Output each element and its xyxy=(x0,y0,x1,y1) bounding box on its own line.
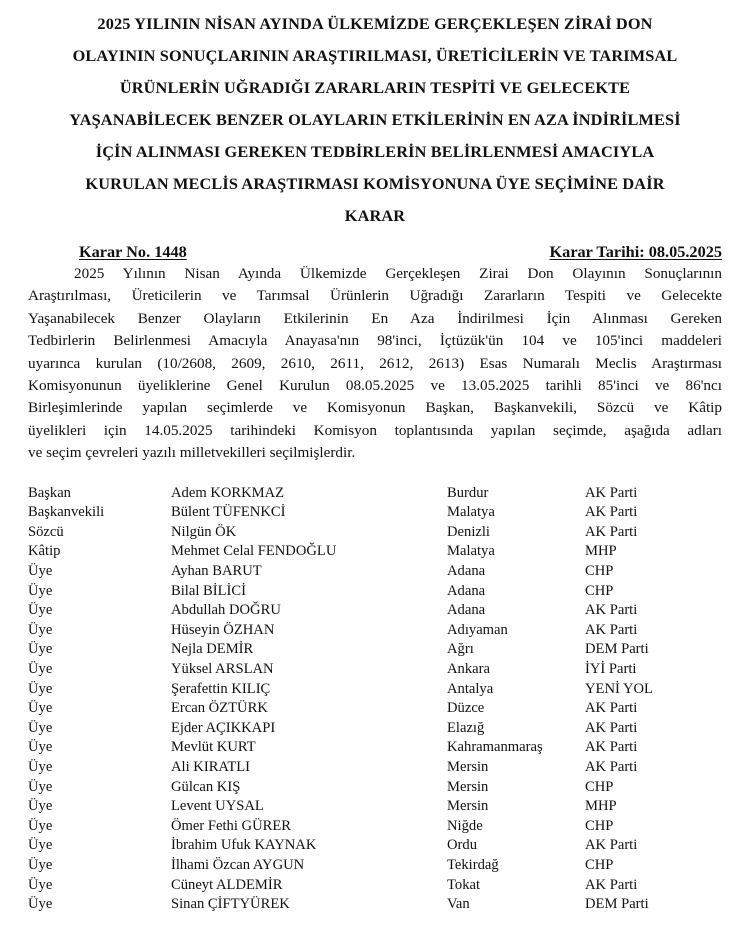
document-title xyxy=(28,8,722,232)
member-name: Bilal BİLİCİ xyxy=(171,582,246,599)
member-province: Elazığ xyxy=(447,719,485,736)
member-role: Üye xyxy=(28,563,53,580)
member-party: AK Parti xyxy=(585,700,638,717)
member-name: Ayhan BARUT xyxy=(171,563,262,580)
member-role: Üye xyxy=(28,817,53,834)
member-province: Tekirdağ xyxy=(447,856,499,873)
member-party: AK Parti xyxy=(585,523,638,540)
member-name: Ömer Fethi GÜRER xyxy=(171,817,291,834)
member-party: AK Parti xyxy=(585,504,638,521)
member-name: İbrahim Ufuk KAYNAK xyxy=(171,837,317,854)
member-province: Tokat xyxy=(447,876,481,893)
member-party: AK Parti xyxy=(585,621,638,638)
member-name: Şerafettin KILIÇ xyxy=(171,680,271,697)
title-line: ÜRÜNLERİN UĞRADIĞI ZARARLARIN TESPİTİ VE GELECEKTE xyxy=(119,78,631,97)
member-province: Adana xyxy=(447,582,486,599)
member-row xyxy=(28,582,722,602)
member-party: YENİ YOL xyxy=(585,680,653,697)
member-row xyxy=(28,523,722,543)
member-party: DEM Parti xyxy=(585,896,649,913)
member-name: Mevlüt KURT xyxy=(171,739,256,756)
body-line: ve seçim çevreleri yazılı milletvekilleri seçilmişlerdir. xyxy=(28,444,356,462)
member-province: Kahramanmaraş xyxy=(447,739,543,756)
member-province: Adıyaman xyxy=(447,621,508,638)
member-party: AK Parti xyxy=(585,837,638,854)
member-role: Üye xyxy=(28,778,53,795)
member-province: Mersin xyxy=(447,798,489,815)
member-province: Burdur xyxy=(447,484,489,501)
member-party: İYİ Parti xyxy=(585,661,637,677)
member-party: AK Parti xyxy=(585,739,638,756)
member-row xyxy=(28,601,722,621)
member-name: Gülcan KIŞ xyxy=(171,778,241,795)
member-name: Mehmet Celal FENDOĞLU xyxy=(171,543,337,560)
member-party: CHP xyxy=(585,778,614,795)
member-province: Düzce xyxy=(447,700,485,717)
member-province: Denizli xyxy=(447,523,490,540)
member-party: DEM Parti xyxy=(585,641,649,658)
member-row xyxy=(28,758,722,778)
member-role: Üye xyxy=(28,739,53,756)
member-row xyxy=(28,542,722,562)
member-name: Yüksel ARSLAN xyxy=(171,661,274,677)
member-row xyxy=(28,817,722,837)
member-row xyxy=(28,621,722,641)
member-province: Ankara xyxy=(447,661,490,677)
member-row xyxy=(28,699,722,719)
member-name: Hüseyin ÖZHAN xyxy=(171,621,275,638)
member-province: Malatya xyxy=(447,504,495,521)
member-name: Ejder AÇIKKAPI xyxy=(171,719,276,736)
member-party: MHP xyxy=(585,798,617,815)
member-party: AK Parti xyxy=(585,719,638,736)
member-row xyxy=(28,738,722,758)
member-province: Ordu xyxy=(447,837,477,854)
member-province: Malatya xyxy=(447,543,495,560)
member-role: Üye xyxy=(28,896,53,913)
member-row xyxy=(28,503,722,523)
member-province: Van xyxy=(447,896,470,913)
member-row xyxy=(28,836,722,856)
member-role: Üye xyxy=(28,641,53,658)
member-party: CHP xyxy=(585,856,614,873)
decision-date: Karar Tarihi: 08.05.2025 xyxy=(549,242,722,261)
member-list xyxy=(28,484,722,915)
member-role: Üye xyxy=(28,856,53,873)
member-province: Ağrı xyxy=(447,641,474,658)
member-row xyxy=(28,660,722,680)
member-name: Nilgün ÖK xyxy=(171,523,237,540)
member-row xyxy=(28,719,722,739)
decision-meta xyxy=(28,242,722,262)
member-party: CHP xyxy=(585,563,614,580)
member-name: Ercan ÖZTÜRK xyxy=(171,700,268,717)
title-line: 2025 YILININ NİSAN AYINDA ÜLKEMİZDE GERÇEKLEŞEN ZİRAİ DON xyxy=(97,14,653,33)
member-party: AK Parti xyxy=(585,484,638,501)
member-name: Nejla DEMİR xyxy=(171,641,254,658)
member-role: Sözcü xyxy=(28,523,64,540)
member-province: Adana xyxy=(447,602,486,619)
member-row xyxy=(28,562,722,582)
body-line: üyelikleri için 14.05.2025 tarihindeki Komisyon toplantısında yapılan seçimde, aşağıda adları xyxy=(28,421,722,439)
title-line: KURULAN MECLİS ARAŞTIRMASI KOMİSYONUNA ÜYE SEÇİMİNE DAİR xyxy=(85,174,665,193)
member-role: Üye xyxy=(28,621,53,638)
member-role: Üye xyxy=(28,700,53,717)
member-role: Başkanvekili xyxy=(28,504,105,521)
title-line: OLAYININ SONUÇLARININ ARAŞTIRILMASI, ÜRETİCİLERİN VE TARIMSAL xyxy=(72,46,678,65)
member-province: Antalya xyxy=(447,680,494,697)
member-province: Adana xyxy=(447,563,486,580)
body-line: Tedbirlerin Belirlenmesi Amacıyla Anayasa'nın 98'inci, İçtüzük'ün 104 ve 105'inci maddeleri xyxy=(28,332,722,350)
member-name: Sinan ÇİFTYÜREK xyxy=(171,896,290,913)
member-row xyxy=(28,797,722,817)
member-party: AK Parti xyxy=(585,876,638,893)
title-line: İÇİN ALINMASI GEREKEN TEDBİRLERİN BELİRLENMESİ AMACIYLA xyxy=(95,142,655,161)
body-line: Birleşimlerinde yapılan seçimlerde ve Komisyonun Başkan, Başkanvekili, Sözcü ve Kâtip xyxy=(28,399,722,417)
member-role: Kâtip xyxy=(28,543,61,560)
member-name: Bülent TÜFENKCİ xyxy=(171,504,286,521)
body-line: 2025 Yılının Nisan Ayında Ülkemizde Gerçekleşen Zirai Don Olayının Sonuçlarının xyxy=(74,265,722,282)
decision-number: Karar No. 1448 xyxy=(79,242,187,261)
member-role: Üye xyxy=(28,582,53,599)
member-row xyxy=(28,640,722,660)
member-province: Mersin xyxy=(447,778,489,795)
title-line: KARAR xyxy=(344,206,406,225)
member-role: Üye xyxy=(28,798,53,815)
member-role: Üye xyxy=(28,661,53,677)
member-row xyxy=(28,856,722,876)
member-name: Ali KIRATLI xyxy=(171,758,251,775)
member-role: Üye xyxy=(28,719,53,736)
body-line: Komisyonunun üyeliklerine Genel Kurulun 08.05.2025 ve 13.05.2025 tarihli 85'inci ve 86'ncı xyxy=(28,377,722,395)
body-line: Araştırılması, Üreticilerin ve Tarımsal Ürünlerin Uğradığı Zararların Tespiti ve Gelecekte xyxy=(28,287,722,305)
member-name: Cüneyt ALDEMİR xyxy=(171,876,283,893)
title-line: YAŞANABİLECEK BENZER OLAYLARIN ETKİLERİNİN EN AZA İNDİRİLMESİ xyxy=(69,110,681,129)
member-row xyxy=(28,778,722,798)
member-name: Levent UYSAL xyxy=(171,798,264,815)
decision-body xyxy=(28,263,722,465)
member-province: Niğde xyxy=(447,817,483,834)
member-role: Üye xyxy=(28,680,53,697)
member-party: AK Parti xyxy=(585,758,638,775)
member-row xyxy=(28,895,722,915)
member-role: Üye xyxy=(28,758,53,775)
member-party: CHP xyxy=(585,582,614,599)
member-name: İlhami Özcan AYGUN xyxy=(171,856,305,873)
member-row xyxy=(28,680,722,700)
body-line: uyarınca kurulan (10/2608, 2609, 2610, 2611, 2612, 2613) Esas Numaralı Meclis Araştırması xyxy=(28,354,722,372)
member-role: Üye xyxy=(28,602,53,619)
member-row xyxy=(28,484,722,504)
member-name: Abdullah DOĞRU xyxy=(171,602,281,619)
member-party: MHP xyxy=(585,543,617,560)
member-province: Mersin xyxy=(447,758,489,775)
member-name: Adem KORKMAZ xyxy=(171,484,285,501)
member-party: CHP xyxy=(585,817,614,834)
member-role: Üye xyxy=(28,876,53,893)
member-party: AK Parti xyxy=(585,602,638,619)
member-role: Başkan xyxy=(28,484,71,501)
member-role: Üye xyxy=(28,837,53,854)
member-row xyxy=(28,876,722,896)
body-line: Yaşanabilecek Benzer Olayların Etkilerinin En Aza İndirilmesi İçin Alınması Gereken xyxy=(28,309,722,327)
